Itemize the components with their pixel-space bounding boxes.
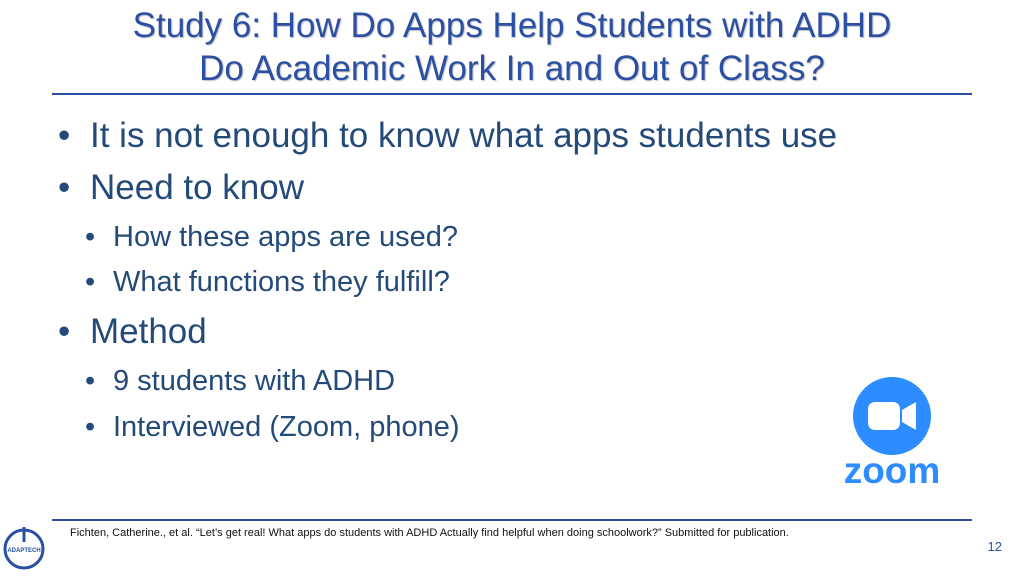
bullet-dot: • [58,168,71,207]
bullet-text: 9 students with ADHD [113,365,396,397]
sub-bullet-item [85,410,460,444]
adaptech-logo [3,525,45,571]
bullet-text: How these apps are used? [113,221,458,253]
zoom-logo [832,376,952,488]
bullet-dot: • [85,365,96,397]
title-divider [52,93,972,95]
bullet-dot: • [85,266,96,298]
video-camera-icon [868,402,900,430]
bullet-text: Method [90,312,207,351]
zoom-wordmark: zoom [843,450,941,488]
slide-title [0,4,1024,90]
bullet-text: It is not enough to know what apps students use [90,116,838,155]
adaptech-logo-text: ADAPTECH [7,548,41,554]
bullet-dot: • [85,221,96,253]
page-number: 12 [987,539,1002,554]
bullet-item [58,116,838,156]
bullet-text: Interviewed (Zoom, phone) [113,411,460,443]
title-line-2: Do Academic Work In and Out of Class? [199,49,825,88]
bullet-dot: • [85,411,96,443]
bullet-item [58,312,207,352]
title-line-1: Study 6: How Do Apps Help Students with ADHD [132,6,892,45]
bullet-dot: • [58,312,71,351]
bullet-item [58,168,305,208]
footer-divider [52,519,972,521]
bullet-dot: • [58,116,71,155]
bullet-text: Need to know [90,168,305,207]
citation: Fichten, Catherine., et al. “Let’s get real! What apps do students with ADHD Actually find helpful when doing schoolwork?” Submitted for publication. [70,527,789,539]
sub-bullet-item [85,364,396,398]
bullet-text: What functions they fulfill? [113,266,450,298]
sub-bullet-item [85,265,450,299]
sub-bullet-item [85,220,458,254]
